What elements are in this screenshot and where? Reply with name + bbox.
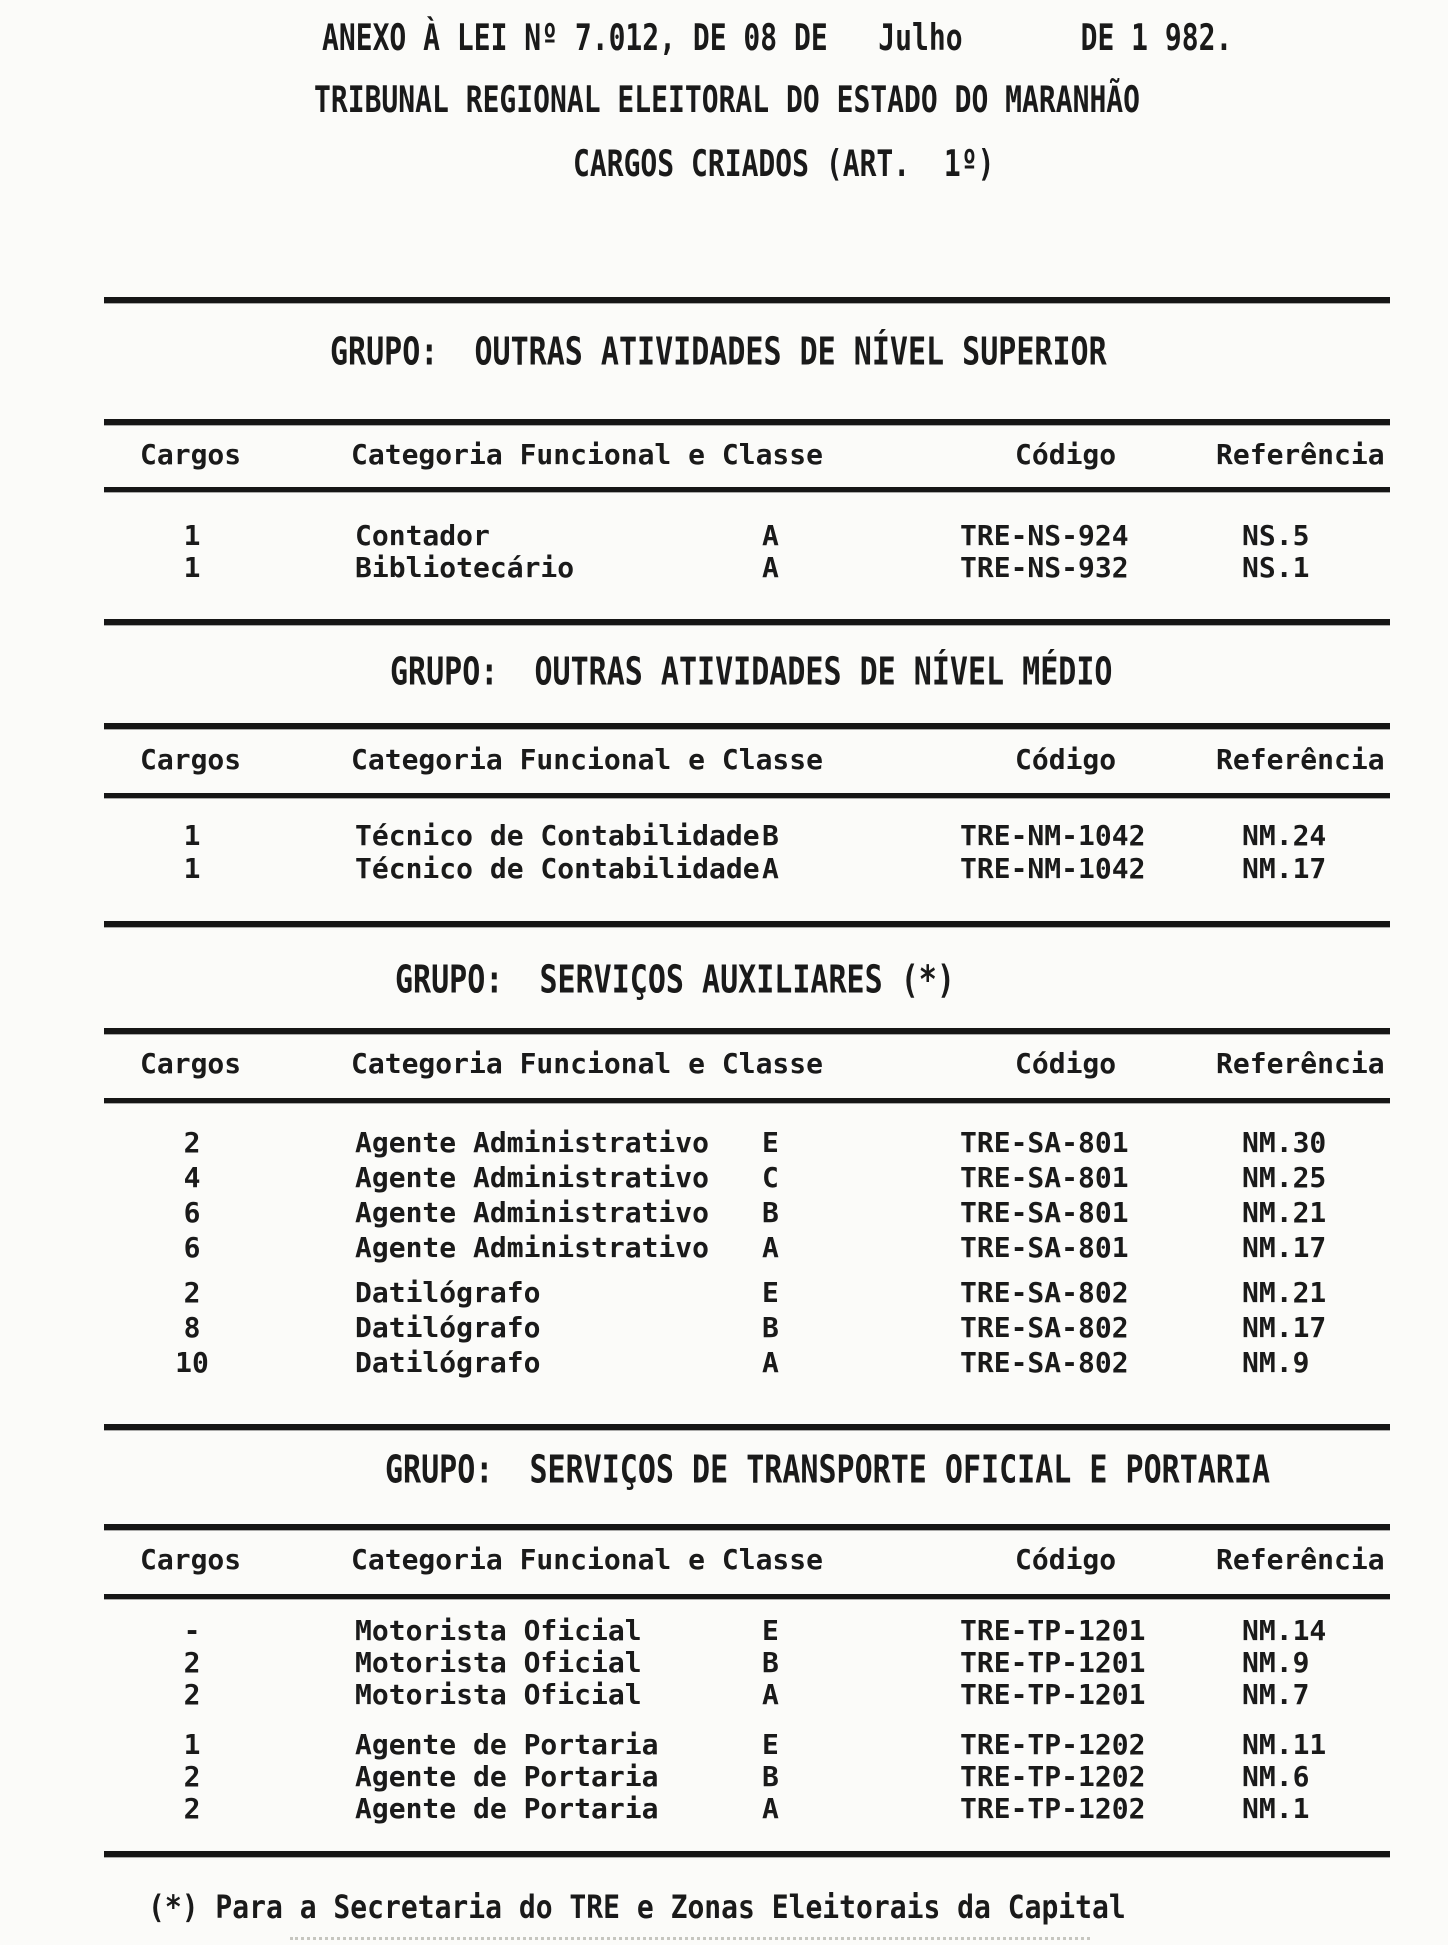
column-header-referencia: Referência [1216, 438, 1385, 471]
cell-codigo: TRE-SA-801 [960, 1196, 1129, 1229]
column-header-categoria: Categoria Funcional e Classe [351, 1047, 824, 1080]
column-header-cargos: Cargos [140, 743, 242, 776]
cell-referencia: NM.7 [1242, 1678, 1310, 1711]
cell-classe: E [762, 1614, 779, 1647]
table-row [104, 1198, 1404, 1233]
horizontal-rule [104, 1524, 1390, 1530]
column-header-cargos: Cargos [140, 1047, 242, 1080]
cell-categoria: Motorista Oficial [355, 1646, 642, 1679]
cell-categoria: Motorista Oficial [355, 1614, 642, 1647]
column-header-referencia: Referência [1216, 1543, 1385, 1576]
cell-categoria: Agente Administrativo [355, 1231, 710, 1264]
cell-referencia: NM.30 [1242, 1126, 1327, 1159]
cell-categoria: Bibliotecário [355, 551, 575, 584]
table-row [104, 821, 1404, 854]
cell-codigo: TRE-SA-801 [960, 1231, 1129, 1264]
cell-cargos: 1 [183, 1728, 201, 1761]
table-row [104, 1128, 1404, 1163]
cell-codigo: TRE-TP-1201 [960, 1646, 1146, 1679]
cell-categoria: Técnico de Contabilidade [355, 852, 760, 885]
column-header-codigo: Código [1015, 1543, 1117, 1576]
cell-referencia: NM.1 [1242, 1792, 1310, 1825]
cell-cargos: 2 [183, 1276, 201, 1309]
cell-categoria: Agente de Portaria [355, 1760, 659, 1793]
cell-referencia: NM.24 [1242, 819, 1327, 852]
cell-categoria: Agente de Portaria [355, 1728, 659, 1761]
column-header-row [0, 1543, 1448, 1577]
column-header-referencia: Referência [1216, 743, 1385, 776]
horizontal-rule [104, 1851, 1390, 1857]
horizontal-rule [104, 297, 1390, 303]
cell-classe: E [762, 1126, 779, 1159]
horizontal-rule [104, 1424, 1390, 1430]
cell-codigo: TRE-TP-1202 [960, 1728, 1146, 1761]
table-row [104, 1730, 1404, 1762]
cell-codigo: TRE-SA-801 [960, 1161, 1129, 1194]
cell-categoria: Datilógrafo [355, 1311, 541, 1344]
cell-categoria: Agente Administrativo [355, 1126, 710, 1159]
horizontal-rule [104, 619, 1390, 625]
cell-referencia: NM.17 [1242, 1311, 1327, 1344]
cell-classe: A [762, 1678, 779, 1711]
cell-cargos: - [183, 1614, 201, 1647]
cell-codigo: TRE-NS-924 [960, 519, 1129, 552]
cell-cargos: 2 [183, 1760, 201, 1793]
cell-classe: B [762, 1760, 779, 1793]
cell-cargos: 4 [183, 1161, 201, 1194]
cell-categoria: Agente de Portaria [355, 1792, 659, 1825]
horizontal-rule [104, 723, 1390, 729]
horizontal-rule [104, 921, 1390, 927]
table-row [104, 1762, 1404, 1794]
cell-cargos: 1 [183, 852, 201, 885]
column-header-row [0, 438, 1448, 472]
cell-cargos: 1 [183, 519, 201, 552]
cell-classe: B [762, 1646, 779, 1679]
cell-cargos: 1 [183, 551, 201, 584]
column-header-cargos: Cargos [140, 438, 242, 471]
table-row [104, 1313, 1404, 1348]
cell-categoria: Agente Administrativo [355, 1196, 710, 1229]
cell-cargos: 6 [183, 1231, 201, 1264]
cell-cargos: 10 [175, 1346, 209, 1379]
cell-codigo: TRE-NM-1042 [960, 819, 1146, 852]
cell-codigo: TRE-SA-801 [960, 1126, 1129, 1159]
cell-classe: B [762, 819, 779, 852]
group-title-servicos-auxiliares: GRUPO: SERVIÇOS AUXILIARES (*) [395, 958, 955, 1003]
cell-categoria: Agente Administrativo [355, 1161, 710, 1194]
column-header-codigo: Código [1015, 743, 1117, 776]
cell-referencia: NM.25 [1242, 1161, 1327, 1194]
table-row [104, 854, 1404, 887]
cell-classe: B [762, 1196, 779, 1229]
cell-categoria: Técnico de Contabilidade [355, 819, 760, 852]
cell-cargos: 2 [183, 1678, 201, 1711]
cell-codigo: TRE-NS-932 [960, 551, 1129, 584]
cell-categoria: Contador [355, 519, 490, 552]
cell-classe: E [762, 1728, 779, 1761]
cell-codigo: TRE-NM-1042 [960, 852, 1146, 885]
horizontal-rule [104, 1028, 1390, 1034]
cell-cargos: 2 [183, 1646, 201, 1679]
column-header-codigo: Código [1015, 1047, 1117, 1080]
horizontal-rule [104, 487, 1390, 492]
cell-referencia: NM.9 [1242, 1646, 1310, 1679]
cell-classe: E [762, 1276, 779, 1309]
table-transporte-portaria [104, 1616, 1404, 1826]
cell-classe: A [762, 519, 779, 552]
table-row [104, 521, 1404, 553]
cell-codigo: TRE-SA-802 [960, 1346, 1129, 1379]
horizontal-rule [104, 793, 1390, 798]
table-row [104, 553, 1404, 585]
column-header-categoria: Categoria Funcional e Classe [351, 743, 824, 776]
cell-cargos: 6 [183, 1196, 201, 1229]
header-line-cargos-criados: CARGOS CRIADOS (ART. 1º) [573, 142, 995, 185]
table-row [104, 1680, 1404, 1712]
group-title-transporte-portaria: GRUPO: SERVIÇOS DE TRANSPORTE OFICIAL E PORTARIA [385, 1448, 1271, 1493]
cell-classe: A [762, 1231, 779, 1264]
cell-classe: A [762, 1346, 779, 1379]
cell-cargos: 2 [183, 1126, 201, 1159]
column-header-categoria: Categoria Funcional e Classe [351, 1543, 824, 1576]
cell-cargos: 8 [183, 1311, 201, 1344]
column-header-cargos: Cargos [140, 1543, 242, 1576]
cell-codigo: TRE-TP-1201 [960, 1614, 1146, 1647]
cell-cargos: 1 [183, 819, 201, 852]
cell-referencia: NM.21 [1242, 1196, 1327, 1229]
horizontal-rule [104, 419, 1390, 425]
table-row [104, 1794, 1404, 1826]
cell-referencia: NM.17 [1242, 1231, 1327, 1264]
header-line-anexo: ANEXO À LEI Nº 7.012, DE 08 DE Julho DE 1 982. [322, 16, 1233, 59]
cell-referencia: NM.14 [1242, 1614, 1327, 1647]
horizontal-rule [104, 1594, 1390, 1599]
table-row [104, 1278, 1404, 1313]
table-row [104, 1616, 1404, 1648]
table-nivel-superior [104, 521, 1404, 585]
column-header-categoria: Categoria Funcional e Classe [351, 438, 824, 471]
group-title-nivel-medio: GRUPO: OUTRAS ATIVIDADES DE NÍVEL MÉDIO [390, 650, 1113, 695]
cell-codigo: TRE-TP-1202 [960, 1760, 1146, 1793]
cell-classe: A [762, 551, 779, 584]
cell-categoria: Motorista Oficial [355, 1678, 642, 1711]
cell-cargos: 2 [183, 1792, 201, 1825]
cell-codigo: TRE-TP-1201 [960, 1678, 1146, 1711]
table-row [104, 1163, 1404, 1198]
cell-codigo: TRE-SA-802 [960, 1311, 1129, 1344]
table-servicos-auxiliares [104, 1128, 1404, 1383]
column-header-codigo: Código [1015, 438, 1117, 471]
cell-referencia: NM.11 [1242, 1728, 1327, 1761]
cell-referencia: NS.5 [1242, 519, 1310, 552]
cell-categoria: Datilógrafo [355, 1276, 541, 1309]
footnote: (*) Para a Secretaria do TRE e Zonas Eleitorais da Capital [148, 1888, 1126, 1926]
column-header-row [0, 743, 1448, 777]
cell-codigo: TRE-TP-1202 [960, 1792, 1146, 1825]
scan-artifact-line [290, 1937, 1090, 1940]
cell-referencia: NS.1 [1242, 551, 1310, 584]
cell-categoria: Datilógrafo [355, 1346, 541, 1379]
cell-referencia: NM.17 [1242, 852, 1327, 885]
table-row [104, 1348, 1404, 1383]
group-title-nivel-superior: GRUPO: OUTRAS ATIVIDADES DE NÍVEL SUPERIOR [330, 330, 1107, 375]
cell-classe: A [762, 852, 779, 885]
cell-referencia: NM.9 [1242, 1346, 1310, 1379]
table-row [104, 1648, 1404, 1680]
cell-referencia: NM.21 [1242, 1276, 1327, 1309]
horizontal-rule [104, 1098, 1390, 1103]
cell-codigo: TRE-SA-802 [960, 1276, 1129, 1309]
cell-classe: C [762, 1161, 779, 1194]
header-line-tribunal: TRIBUNAL REGIONAL ELEITORAL DO ESTADO DO MARANHÃO [314, 78, 1141, 121]
cell-classe: B [762, 1311, 779, 1344]
column-header-referencia: Referência [1216, 1047, 1385, 1080]
table-row [104, 1233, 1404, 1268]
cell-classe: A [762, 1792, 779, 1825]
table-nivel-medio [104, 821, 1404, 887]
column-header-row [0, 1047, 1448, 1081]
cell-referencia: NM.6 [1242, 1760, 1310, 1793]
